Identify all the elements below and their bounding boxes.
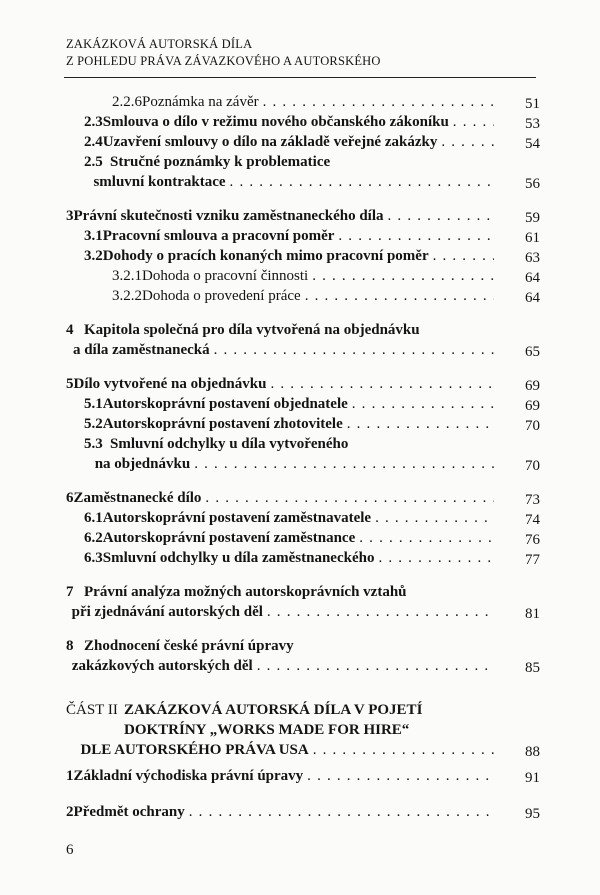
toc-entry-title: Uzavření smlouvy o dílo na základě veřejné zakázky xyxy=(102,134,438,150)
toc-entry-title: zakázkových autorských děl xyxy=(71,658,253,674)
toc-entry-line xyxy=(66,340,498,360)
toc-entry-number: 5.3 xyxy=(84,436,103,452)
toc-leader-dots xyxy=(375,508,494,528)
toc-entry-line xyxy=(112,266,498,286)
toc-entry-number: 6 xyxy=(66,490,74,506)
toc-entry-title: Základní východiska právní úpravy xyxy=(73,768,304,784)
toc-leader-dots xyxy=(441,132,494,152)
toc-entry-number: 1 xyxy=(66,768,74,784)
toc-entry-line xyxy=(66,602,498,622)
toc-entry-line xyxy=(66,656,498,676)
toc-leader-dots xyxy=(257,656,494,676)
toc-entry-number: 2.3 xyxy=(84,114,103,130)
toc-entry-line xyxy=(84,394,498,414)
toc-leader-dots xyxy=(194,454,494,474)
toc-entry-title: a díla zaměstnanecká xyxy=(72,342,210,358)
toc-entry-title: Kapitola společná pro díla vytvořená na objednávku xyxy=(84,322,420,338)
toc-entry-title: Právní skutečnosti vzniku zaměstnaneckého díla xyxy=(73,208,384,224)
toc-entry-title: Dohoda o pracovní činnosti xyxy=(142,268,309,284)
toc-page-number: 61 xyxy=(525,230,540,246)
toc-entry-line xyxy=(66,802,498,822)
toc-page-number: 85 xyxy=(525,660,540,676)
toc-entry-number: 6.3 xyxy=(84,550,103,566)
toc-entry-number: 2 xyxy=(66,804,74,820)
toc-entry-title: Autorskoprávní postavení zaměstnavatele xyxy=(102,510,372,526)
toc-entry-title: smluvní kontraktace xyxy=(93,174,226,190)
toc-entry-number: 3.1 xyxy=(84,228,103,244)
toc-leader-dots xyxy=(433,246,494,266)
toc-leader-dots xyxy=(214,340,494,360)
toc-page-number: 74 xyxy=(525,512,540,528)
toc-entry-number: 2.5 xyxy=(84,154,103,170)
toc-page-number: 70 xyxy=(525,458,540,474)
running-header-line-2: Z POHLEDU PRÁVA ZÁVAZKOVÉHO A AUTORSKÉHO xyxy=(66,54,381,68)
toc-entry-line xyxy=(84,454,498,474)
toc-entry-title: Smlouva o dílo v režimu nového občanského zákoníku xyxy=(102,114,449,130)
toc-entry-line xyxy=(84,414,498,434)
toc-leader-dots xyxy=(305,286,494,306)
toc-page-number: 64 xyxy=(525,270,540,286)
toc-entry-number: 2.4 xyxy=(84,134,103,150)
toc-leader-dots xyxy=(313,740,494,760)
toc-entry-title: ZAKÁZKOVÁ AUTORSKÁ DÍLA V POJETÍ xyxy=(124,702,423,718)
toc-entry-title: Autorskoprávní postavení zaměstnance xyxy=(102,530,356,546)
toc-leader-dots xyxy=(312,266,494,286)
toc-entry-line xyxy=(66,206,498,226)
toc-page-number: 95 xyxy=(525,806,540,822)
toc-leader-dots xyxy=(378,548,494,568)
toc-entry-title: Smluvní odchylky u díla vytvořeného xyxy=(110,436,349,452)
toc-entry-line xyxy=(84,508,498,528)
toc-page-number: 56 xyxy=(525,176,540,192)
toc-entry-line xyxy=(66,740,498,760)
toc-page-number: 91 xyxy=(525,770,540,786)
toc-leader-dots xyxy=(263,92,494,112)
toc-entry-title: na objednávku xyxy=(94,456,191,472)
toc-page-number: 69 xyxy=(525,378,540,394)
toc-page-number: 81 xyxy=(525,606,540,622)
toc-entry-line xyxy=(84,246,498,266)
toc-entry-line xyxy=(84,434,498,454)
toc-page-number: 76 xyxy=(525,532,540,548)
toc-leader-dots xyxy=(338,226,494,246)
toc-leader-dots xyxy=(359,528,494,548)
toc-entry-line xyxy=(66,636,498,656)
toc-entry-number: 8 xyxy=(66,638,74,654)
toc-entry-title: Dílo vytvořené na objednávku xyxy=(73,376,267,392)
toc-entry-line xyxy=(66,488,498,508)
toc-leader-dots xyxy=(388,206,494,226)
toc-entry-line xyxy=(66,320,498,340)
toc-entry-line xyxy=(112,286,498,306)
toc-entry-line xyxy=(84,548,498,568)
toc-leader-dots xyxy=(307,766,494,786)
toc-page-number: 54 xyxy=(525,136,540,152)
toc-leader-dots xyxy=(270,374,494,394)
toc-entry-title: Dohody o pracích konaných mimo pracovní poměr xyxy=(102,248,429,264)
toc-entry-line xyxy=(84,112,498,132)
toc-page-number: 77 xyxy=(525,552,540,568)
toc-entry-number: 7 xyxy=(66,584,74,600)
toc-leader-dots xyxy=(453,112,494,132)
toc-entry-title: Autorskoprávní postavení zhotovitele xyxy=(102,416,343,432)
toc-entry-line xyxy=(84,528,498,548)
toc-page-number: 69 xyxy=(525,398,540,414)
page-number: 6 xyxy=(66,842,74,858)
toc-entry-line xyxy=(66,700,498,720)
toc-entry-title: DLE AUTORSKÉHO PRÁVA USA xyxy=(80,742,309,758)
running-header-line-1: ZAKÁZKOVÁ AUTORSKÁ DÍLA xyxy=(66,37,253,51)
toc-entry-title: Smluvní odchylky u díla zaměstnaneckého xyxy=(102,550,375,566)
toc-entry-line xyxy=(66,374,498,394)
toc-entry-number: 2.2.6 xyxy=(112,94,142,110)
toc-entry-number: 4 xyxy=(66,322,74,338)
toc-entry-line xyxy=(66,720,498,740)
toc-entry-number: 3.2.2 xyxy=(112,288,142,304)
toc-page-number: 51 xyxy=(525,96,540,112)
toc-entry-title: Předmět ochrany xyxy=(73,804,185,820)
toc-entry-number: 3.2.1 xyxy=(112,268,142,284)
toc-entry-title: Poznámka na závěr xyxy=(142,94,259,110)
toc-page-number: 59 xyxy=(525,210,540,226)
toc-entry-number: 3.2 xyxy=(84,248,103,264)
toc-entry-number: 5 xyxy=(66,376,74,392)
toc-page-number: 64 xyxy=(525,290,540,306)
toc-leader-dots xyxy=(352,394,494,414)
toc-entry-title: Zaměstnanecké dílo xyxy=(73,490,202,506)
toc-page-number: 63 xyxy=(525,250,540,266)
toc-entry-number: 6.2 xyxy=(84,530,103,546)
toc-leader-dots xyxy=(267,602,494,622)
toc-entry-title: DOKTRÍNY „WORKS MADE FOR HIRE“ xyxy=(124,722,410,738)
toc-entry-number: 6.1 xyxy=(84,510,103,526)
toc-leader-dots xyxy=(189,802,494,822)
toc-entry-line xyxy=(84,132,498,152)
toc-entry-number: 5.2 xyxy=(84,416,103,432)
toc-entry-line xyxy=(66,582,498,602)
toc-entry-title: Autorskoprávní postavení objednatele xyxy=(102,396,348,412)
toc-leader-dots xyxy=(347,414,494,434)
toc-leader-dots xyxy=(230,172,494,192)
toc-entry-title: Právní analýza možných autorskoprávních vztahů xyxy=(84,584,407,600)
toc-page-number: 88 xyxy=(525,744,540,760)
toc-entry-line xyxy=(84,172,498,192)
toc-page-number: 65 xyxy=(525,344,540,360)
toc-entry-line xyxy=(66,766,498,786)
toc-entry-line xyxy=(84,226,498,246)
toc-page-number: 70 xyxy=(525,418,540,434)
toc-entry-title: Dohoda o provedení práce xyxy=(142,288,301,304)
toc-entry-number: 5.1 xyxy=(84,396,103,412)
toc-entry-title: Zhodnocení české právní úpravy xyxy=(84,638,294,654)
toc-entry-title: při zjednávání autorských děl xyxy=(71,604,263,620)
toc-page-number: 73 xyxy=(525,492,540,508)
toc-entry-line xyxy=(84,152,498,172)
toc-leader-dots xyxy=(205,488,494,508)
toc-entry-number: ČÁST II xyxy=(66,702,118,718)
toc-entry-title: Stručné poznámky k problematice xyxy=(110,154,331,170)
toc-entry-line xyxy=(112,92,498,112)
toc-page-number: 53 xyxy=(525,116,540,132)
toc-entry-title: Pracovní smlouva a pracovní poměr xyxy=(102,228,335,244)
toc-entry-number: 3 xyxy=(66,208,74,224)
